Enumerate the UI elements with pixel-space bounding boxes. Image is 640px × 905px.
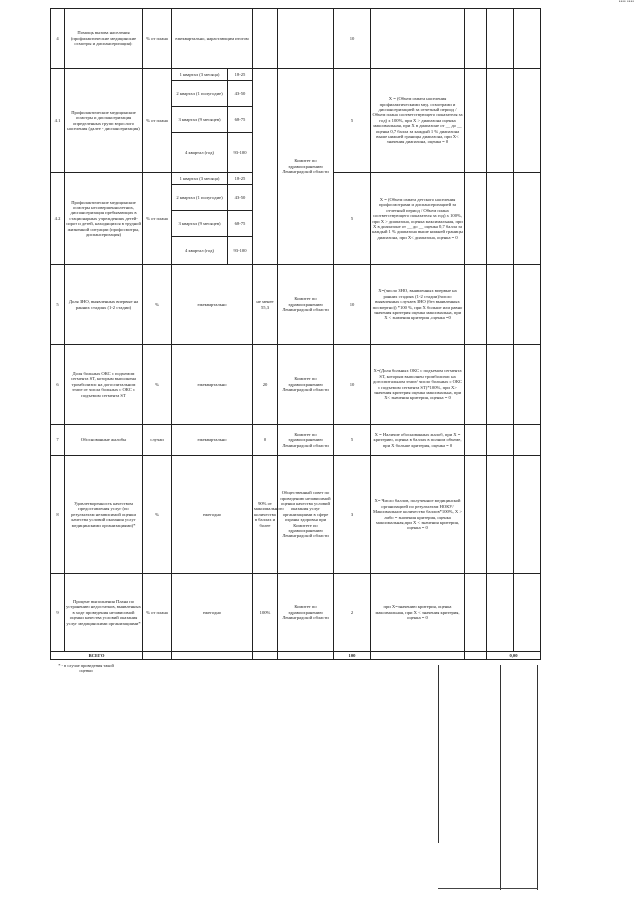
weight-cell: 10 <box>334 345 371 425</box>
total-blank <box>465 652 487 660</box>
indicator-name: Доля больных ОКС с подъемом сегмента ST, которым выполнена тромболизис на догоспитальном этапе от числа больных с ОКС с подъемом сегмента ST <box>65 345 143 425</box>
period-range: 43-50 <box>228 185 253 211</box>
extra-cell <box>514 265 541 345</box>
unit-cell: % <box>143 345 172 425</box>
period-range: 18-25 <box>228 173 253 185</box>
target-cell: 100% <box>253 574 278 652</box>
row-number: 4.2 <box>51 173 65 265</box>
period-cell: ежеквартально, нарастающим итогом <box>172 9 253 69</box>
period-cell: ежегодно <box>172 456 253 574</box>
unit-cell: % от плана <box>143 69 172 173</box>
extra-cell <box>487 173 514 265</box>
total-label: ВСЕГО <box>51 652 143 660</box>
extra-cell <box>514 9 541 69</box>
extra-cell <box>487 9 514 69</box>
row-number: 9 <box>51 574 65 652</box>
indicator-name: Помощь вызова населения (профилактические медицинские осмотры и диспансеризация): <box>65 9 143 69</box>
weight-cell: 10 <box>334 265 371 345</box>
formula-cell <box>371 9 465 69</box>
table-row-7 <box>51 425 541 456</box>
row-number: 7 <box>51 425 65 456</box>
target-cell <box>253 9 278 69</box>
period-range: 68-75 <box>228 107 253 133</box>
target-cell: не менее 55,3 <box>253 265 278 345</box>
extra-cell <box>514 425 541 456</box>
indicator-name: Профилактические медицинские осмотры и диспансеризация определенных групп взрослого населения (далее - диспансеризация) <box>65 69 143 173</box>
weight-cell: 5 <box>334 173 371 265</box>
formula-cell: Х=(число ЗНО, выявленных впервые на ранних стадиях (1-2 стадии)/число выявленных случаев ЗНО (без выявленных посмертно)) *100 %, при Х больше или равно значения критерия оценка максимальна, при Х < значения критерия ,оценка =0 <box>371 265 465 345</box>
total-blank <box>278 652 334 660</box>
row-number: 4.1 <box>51 69 65 173</box>
extra-cell <box>465 574 487 652</box>
unit-cell: случаи <box>143 425 172 456</box>
period-cell: ежеквартально <box>172 265 253 345</box>
formula-cell: Х = (Объем охвата детского населения профосмотрами и диспансеризацией за отчетный период / Объем плана соответствующего показателя за год) х 100%, при Х > диапазона, оценка максимальная, при Х в диапазоне от __ до __ оценка 0,7 балла за каждый 1 % диапазона выше нижней границы диапазона, при Х< диапазона, оценка = 0 <box>371 173 465 265</box>
row-number: 5 <box>51 265 65 345</box>
weight-cell: 5 <box>334 425 371 456</box>
indicator-name: Обоснованные жалобы <box>65 425 143 456</box>
target-cell: 20 <box>253 345 278 425</box>
table-row-9 <box>51 574 541 652</box>
period-label: 4 квартал (год) <box>172 133 228 173</box>
extra-cell <box>514 69 541 173</box>
table-row-5 <box>51 265 541 345</box>
total-weight: 100 <box>334 652 371 660</box>
period-range: 43-50 <box>228 81 253 107</box>
footnote: * - в случае проведения такой оценки <box>58 663 114 674</box>
extra-cell <box>514 345 541 425</box>
period-cell: ежеквартально <box>172 345 253 425</box>
period-cell: ежегодно <box>172 574 253 652</box>
row-number: 8 <box>51 456 65 574</box>
extra-cell <box>465 425 487 456</box>
total-blank <box>143 652 172 660</box>
extra-cell <box>465 9 487 69</box>
weight-cell: 10 <box>334 9 371 69</box>
period-range: 93-100 <box>228 133 253 173</box>
row-number: 6 <box>51 345 65 425</box>
corner-mark: •••• •••• <box>618 0 634 5</box>
source-cell: Общественный совет по проведению независимой оценки качества условий оказания услуг организациями в сфере охраны здоровья при Комитете по здравоохранению Ленинградской области <box>278 456 334 574</box>
extra-cell <box>465 173 487 265</box>
table-row-8 <box>51 456 541 574</box>
extra-cell <box>514 574 541 652</box>
target-cell: 90% от максимального количества в баллах и более <box>253 456 278 574</box>
total-blank <box>253 652 278 660</box>
source-cell: Комитет по здравоохранению Ленинградской области <box>278 574 334 652</box>
target-cell <box>253 69 278 265</box>
period-label: 2 квартал (1 полугодие) <box>172 81 228 107</box>
extra-cell <box>487 574 514 652</box>
period-range: 68-75 <box>228 211 253 237</box>
indicator-name: Процент выполнения Плана по устранению недостатков, выявленных в ходе проведения независимой оценки качества условий оказания услуг медицинскими организациями* <box>65 574 143 652</box>
period-range: 18-25 <box>228 69 253 81</box>
extra-cell <box>487 345 514 425</box>
period-label: 2 квартал (1 полугодие) <box>172 185 228 211</box>
source-cell: Комитет по здравоохранению Ленинградской области <box>278 69 334 265</box>
weight-cell: 5 <box>334 69 371 173</box>
source-cell: Комитет по здравоохранению Ленинградской области <box>278 345 334 425</box>
weight-cell: 3 <box>334 456 371 574</box>
table-row-6 <box>51 345 541 425</box>
total-result: 0,00 <box>487 652 541 660</box>
period-label: 1 квартал (3 месяца) <box>172 173 228 185</box>
unit-cell: % <box>143 265 172 345</box>
row-number: 4 <box>51 9 65 69</box>
indicator-name: Доля ЗНО, выявленных впервые на ранних стадиях (1-2 стадии) <box>65 265 143 345</box>
extra-cell <box>487 69 514 173</box>
period-label: 4 квартал (год) <box>172 237 228 265</box>
source-cell: Комитет по здравоохранению Ленинградской области <box>278 265 334 345</box>
scan-line <box>438 888 538 889</box>
unit-cell: % <box>143 456 172 574</box>
total-blank <box>371 652 465 660</box>
target-cell: 0 <box>253 425 278 456</box>
scan-line <box>438 665 439 843</box>
extra-cell <box>487 265 514 345</box>
extra-cell <box>465 265 487 345</box>
period-cell: ежеквартально <box>172 425 253 456</box>
extra-cell <box>465 69 487 173</box>
table-row-4-1 <box>51 69 541 81</box>
source-cell <box>278 9 334 69</box>
formula-cell: Х = Наличие обоснованных жалоб, при Х = критерию, оценка в баллах в полном объеме, при Х больше критерия, оценка = 0 <box>371 425 465 456</box>
indicator-name: Профилактические медицинские осмотры несовершеннолетних, диспансеризация пребывающих в стационарных учреждениях детей-сирот и детей, находящихся в трудной жизненной ситуации (профосмотры, диспансеризация) <box>65 173 143 265</box>
extra-cell <box>487 425 514 456</box>
extra-cell <box>514 456 541 574</box>
table-row-total <box>51 652 541 660</box>
period-range: 93-100 <box>228 237 253 265</box>
source-cell: Комитет по здравоохранению Ленинградской области <box>278 425 334 456</box>
extra-cell <box>514 173 541 265</box>
unit-cell: % от плана <box>143 173 172 265</box>
formula-cell: Х=(Доля больных ОКС с подъемом сегмента ST, которым выполнен тромболизис на догоспитальном этапе/ число больных с ОКС с подъемом сегмента ST)*100%, при Х> значения критерия оценка максимальна, при Х< значения критерия, оценка = 0 <box>371 345 465 425</box>
unit-cell: % от плана <box>143 574 172 652</box>
period-label: 3 квартал (9 месяцев) <box>172 107 228 133</box>
formula-cell: Х= Число баллов, полученное медицинской организацией по результатам НОКУ/Максимальное количество баллов*100%, Х > либо = значения критерия, оценка максимальная,при Х < значения критерия, оценка = 0 <box>371 456 465 574</box>
indicator-name: Удовлетворенность качеством предоставления услуг (по результатам независимой оценки качества условий оказания услуг медицинскими организациями)* <box>65 456 143 574</box>
formula-cell: при Х=значению критерия, оценка максимальная, при Х < значения критерия, оценка = 0 <box>371 574 465 652</box>
extra-cell <box>465 456 487 574</box>
weight-cell: 2 <box>334 574 371 652</box>
extra-cell <box>465 345 487 425</box>
period-label: 1 квартал (3 месяца) <box>172 69 228 81</box>
formula-cell: Х = (Объем охвата населения профилактическими мед. осмотрами и диспансеризацией за отчетный период / Объем плана соответствующего показателя за год) х 100%, при Х > диапазона оценка максимальная, при Х в диапазоне от __ до __ оценка 0,7 балла за каждый 1 % диапазона выше нижней границы диапазона, при Х< значения диапазона, оценка = 0 <box>371 69 465 173</box>
period-label: 3 квартал (9 месяцев) <box>172 211 228 237</box>
scan-line <box>500 665 501 890</box>
scan-line <box>537 665 538 890</box>
table-row-4 <box>51 9 541 69</box>
criteria-table <box>50 8 541 660</box>
total-blank <box>172 652 253 660</box>
unit-cell: % от плана <box>143 9 172 69</box>
extra-cell <box>487 456 514 574</box>
